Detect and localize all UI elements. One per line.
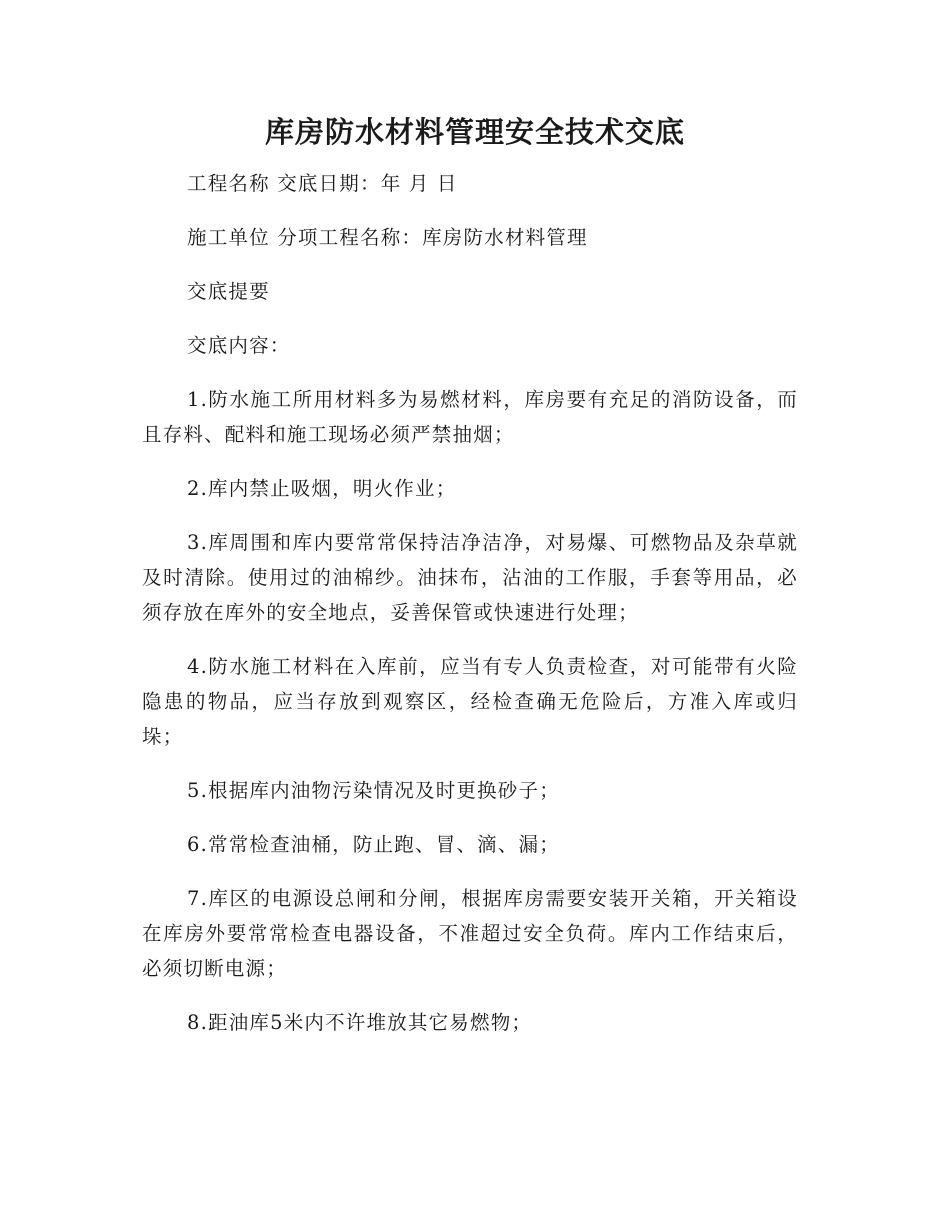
rule-item-7: 7.库区的电源设总闸和分闸，根据库房需要安装开关箱，开关箱设在库房外要常常检查电器设备，不准超过安全负荷。库内工作结束后，必须切断电源； — [142, 887, 798, 980]
document-title: 库房防水材料管理安全技术交底 — [264, 115, 685, 149]
document-body — [142, 166, 798, 1059]
rule-item-3: 3.库周围和库内要常常保持洁净洁净，对易爆、可燃物品及杂草就及时清除。使用过的油棉纱。油抹布，沾油的工作服，手套等用品，必须存放在库外的安全地点，妥善保管或快速进行处理； — [142, 531, 798, 624]
rule-item-5: 5.根据库内油物污染情况及时更换砂子； — [187, 779, 560, 802]
rule-item-6: 6.常常检查油桶，防止跑、冒、滴、漏； — [187, 833, 560, 856]
construction-unit-line: 施工单位 分项工程名称：库房防水材料管理 — [187, 226, 588, 249]
rule-item-8: 8.距油库5米内不许堆放其它易燃物； — [187, 1011, 533, 1034]
briefing-content-heading: 交底内容： — [187, 334, 291, 357]
rule-item-2: 2.库内禁止吸烟，明火作业； — [187, 477, 457, 500]
project-name-line: 工程名称 交底日期：年 月 日 — [187, 172, 458, 195]
rule-item-1: 1.防水施工所用材料多为易燃材料，库房要有充足的消防设备，而且存料、配料和施工现场必须严禁抽烟； — [142, 388, 798, 446]
rule-item-4: 4.防水施工材料在入库前，应当有专人负责检查，对可能带有火险隐患的物品，应当存放到观察区，经检查确无危险后，方准入库或归垛； — [142, 655, 798, 748]
briefing-summary-heading: 交底提要 — [187, 280, 270, 303]
